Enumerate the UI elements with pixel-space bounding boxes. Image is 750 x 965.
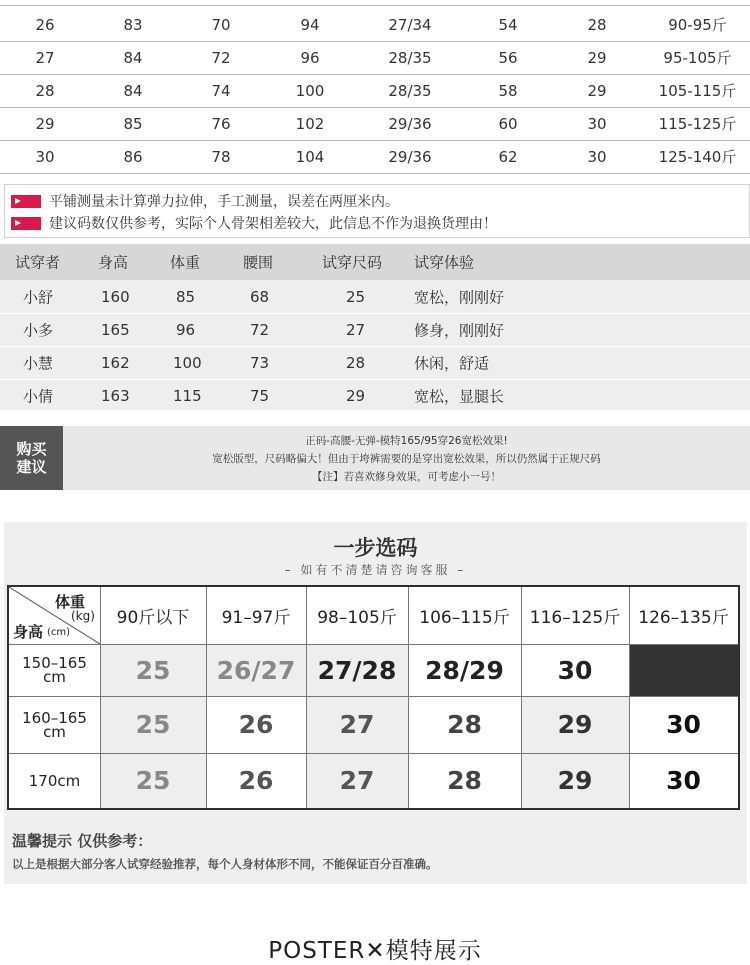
note-line — [11, 213, 497, 233]
table-cell: 163 — [101, 386, 130, 405]
table-cell: 100 — [295, 81, 325, 100]
table-cell: 29 — [587, 48, 607, 67]
grid-line — [306, 587, 307, 808]
table-cell: 104 — [295, 147, 325, 166]
table-row — [0, 379, 750, 412]
tryon-header-cell: 试穿尺码 — [322, 253, 383, 272]
table-row — [0, 107, 750, 140]
table-cell: 84 — [123, 48, 143, 67]
table-cell: 90-95斤 — [668, 16, 727, 34]
height-range: 160–165 — [22, 708, 87, 727]
height-row-header — [9, 644, 100, 696]
corner-height-unit: (cm) — [47, 627, 71, 638]
advice-line: 【注】若喜欢修身效果，可考虑小一号！ — [312, 471, 501, 483]
table-cell: 95-105斤 — [663, 49, 732, 67]
note-text: 平铺测量未计算弹力拉伸，手工测量，误差在两厘米内。 — [49, 194, 399, 210]
table-cell: 宽松，刚刚好 — [414, 288, 505, 306]
table-cell: 94 — [300, 15, 320, 34]
table-cell: 29/36 — [388, 147, 432, 166]
table-cell: 56 — [498, 48, 518, 67]
size-cell: 26 — [238, 710, 274, 739]
table-row — [0, 346, 750, 379]
size-grid — [7, 585, 740, 810]
table-row — [0, 140, 750, 173]
table-cell: 105-115斤 — [658, 82, 737, 100]
size-cell: 30 — [557, 655, 593, 685]
advice-line: 正码-高腰-无弹-模特165/95穿26宽松效果! — [305, 435, 508, 447]
table-cell: 85 — [176, 287, 196, 306]
grid-line — [9, 644, 738, 645]
tryon-header-row — [0, 244, 750, 280]
table-cell: 165 — [101, 320, 130, 339]
tips-title: 温馨提示 仅供参考： — [12, 832, 153, 850]
table-cell: 162 — [101, 353, 130, 372]
table-cell: 休闲，舒适 — [414, 354, 490, 372]
table-cell: 30 — [35, 147, 55, 166]
table-cell: 100 — [173, 353, 202, 372]
size-cell: 30 — [666, 710, 701, 739]
advice-badge — [0, 426, 63, 490]
tryon-header-cell: 试穿者 — [15, 253, 61, 272]
table-cell: 60 — [498, 114, 518, 133]
table-cell: 修身，刚刚好 — [414, 321, 505, 339]
grid-line — [100, 587, 101, 808]
table-cell: 26 — [35, 15, 55, 34]
table-cell: 小慧 — [23, 354, 54, 372]
height-row-header — [9, 753, 100, 808]
note-text: 建议码数仅供参考，实际个人骨架相差较大，此信息不作为退换货理由！ — [49, 216, 497, 232]
table-cell: 70 — [211, 15, 231, 34]
table-cell: 29/36 — [388, 114, 432, 133]
table-cell: 29 — [35, 114, 55, 133]
table-cell: 29 — [346, 386, 366, 405]
tryon-header-cell: 体重 — [170, 253, 201, 272]
size-cell: 25 — [100, 753, 206, 808]
table-cell: 25 — [346, 287, 366, 306]
height-unit: cm — [43, 668, 66, 686]
size-cell: 26/27 — [206, 644, 306, 696]
advice-badge-label: 建议 — [16, 458, 47, 476]
table-cell: 30 — [587, 114, 607, 133]
size-cell: 26 — [238, 766, 274, 795]
table-cell: 115-125斤 — [658, 115, 737, 133]
weight-header: 126–135斤 — [638, 608, 729, 628]
height-row-header — [9, 696, 100, 753]
table-divider — [0, 5, 750, 6]
table-cell: 84 — [123, 81, 143, 100]
size-cell: 27 — [306, 753, 408, 808]
table-cell: 27 — [35, 48, 55, 67]
arrow-tag-icon — [11, 195, 41, 208]
size-cell: 29 — [521, 753, 629, 808]
measurement-notes — [4, 184, 750, 238]
note-line — [11, 191, 399, 211]
table-cell: 115 — [173, 386, 202, 405]
size-table — [0, 0, 750, 174]
size-cell: 28/29 — [425, 655, 504, 685]
table-cell: 83 — [123, 15, 143, 34]
table-cell: 30 — [587, 147, 607, 166]
height-unit: cm — [43, 722, 66, 741]
grid-line — [9, 753, 738, 754]
table-cell: 28 — [35, 81, 55, 100]
size-selector-title: 一步选码 — [333, 536, 418, 560]
size-cell-unavailable — [629, 644, 738, 696]
table-row — [0, 280, 750, 313]
table-row — [0, 41, 750, 74]
corner-weight-unit: (kg) — [71, 609, 95, 623]
table-divider — [0, 173, 750, 174]
table-cell: 96 — [300, 48, 320, 67]
table-cell: 28/35 — [388, 48, 432, 67]
size-cell: 27/28 — [306, 644, 408, 696]
table-cell: 28/35 — [388, 81, 432, 100]
weight-header: 98–105斤 — [317, 608, 397, 628]
grid-line — [629, 587, 630, 808]
table-cell: 宽松，显腿长 — [414, 387, 505, 405]
size-cell: 30 — [666, 766, 701, 795]
size-selector-subtitle: – 如有不清楚请咨询客服 – — [284, 563, 467, 577]
tryon-header-cell: 身高 — [98, 253, 129, 272]
table-cell: 72 — [211, 48, 231, 67]
table-cell: 28 — [346, 353, 366, 372]
advice-line: 宽松版型，尺码略偏大！但由于垮裤需要的是穿出宽松效果，所以仍然属于正规尺码 — [212, 453, 601, 465]
table-cell: 72 — [250, 320, 270, 339]
corner-weight-label: 体重 — [55, 593, 86, 611]
table-cell: 68 — [250, 287, 270, 306]
size-cell: 25 — [100, 696, 206, 753]
table-cell: 86 — [123, 147, 143, 166]
table-row — [0, 74, 750, 107]
table-cell: 小倩 — [23, 387, 54, 405]
table-cell: 74 — [211, 81, 231, 100]
corner-cell — [9, 587, 100, 644]
weight-header: 116–125斤 — [529, 608, 621, 628]
table-row — [0, 313, 750, 346]
table-cell: 27/34 — [388, 15, 432, 34]
grid-line — [521, 587, 522, 808]
purchase-advice — [0, 426, 750, 490]
table-cell: 小舒 — [23, 288, 54, 306]
table-cell: 102 — [295, 114, 325, 133]
size-selector — [4, 522, 747, 884]
table-cell: 73 — [250, 353, 270, 372]
tips-text: 以上是根据大部分客人试穿经验推荐，每个人身材体形不同，不能保证百分百准确。 — [12, 857, 438, 871]
table-cell: 75 — [250, 386, 270, 405]
grid-line — [206, 587, 207, 808]
table-row — [0, 8, 750, 41]
arrow-tag-icon — [11, 217, 41, 230]
table-cell: 27 — [346, 320, 366, 339]
table-cell: 96 — [176, 320, 196, 339]
height-range: 170cm — [28, 771, 81, 790]
weight-header: 91–97斤 — [221, 608, 291, 628]
tryon-header-cell: 腰围 — [243, 253, 274, 272]
size-cell: 27 — [306, 696, 408, 753]
table-cell: 54 — [498, 15, 518, 34]
weight-header: 106–115斤 — [419, 608, 510, 628]
poster-title: POSTER✕模特展示 — [268, 938, 482, 964]
weight-header: 90斤以下 — [116, 608, 190, 628]
table-cell: 78 — [211, 147, 231, 166]
table-cell: 125-140斤 — [658, 148, 737, 166]
table-cell: 29 — [587, 81, 607, 100]
size-cell: 29 — [521, 696, 629, 753]
size-cell: 28 — [447, 710, 482, 739]
table-cell: 小多 — [23, 321, 54, 339]
table-cell: 62 — [498, 147, 518, 166]
table-cell: 85 — [123, 114, 143, 133]
size-cell: 28 — [447, 766, 482, 795]
height-range: 150–165 — [22, 654, 87, 672]
table-cell: 28 — [587, 15, 607, 34]
corner-height-label: 身高 — [13, 623, 44, 641]
table-cell: 160 — [101, 287, 130, 306]
size-cell: 25 — [100, 644, 206, 696]
grid-line — [408, 587, 409, 808]
table-cell: 58 — [498, 81, 518, 100]
table-cell: 76 — [211, 114, 231, 133]
tryon-header-cell: 试穿体验 — [414, 253, 475, 272]
tryon-table — [0, 244, 750, 410]
grid-line — [9, 696, 738, 697]
advice-badge-label: 购买 — [16, 440, 47, 458]
